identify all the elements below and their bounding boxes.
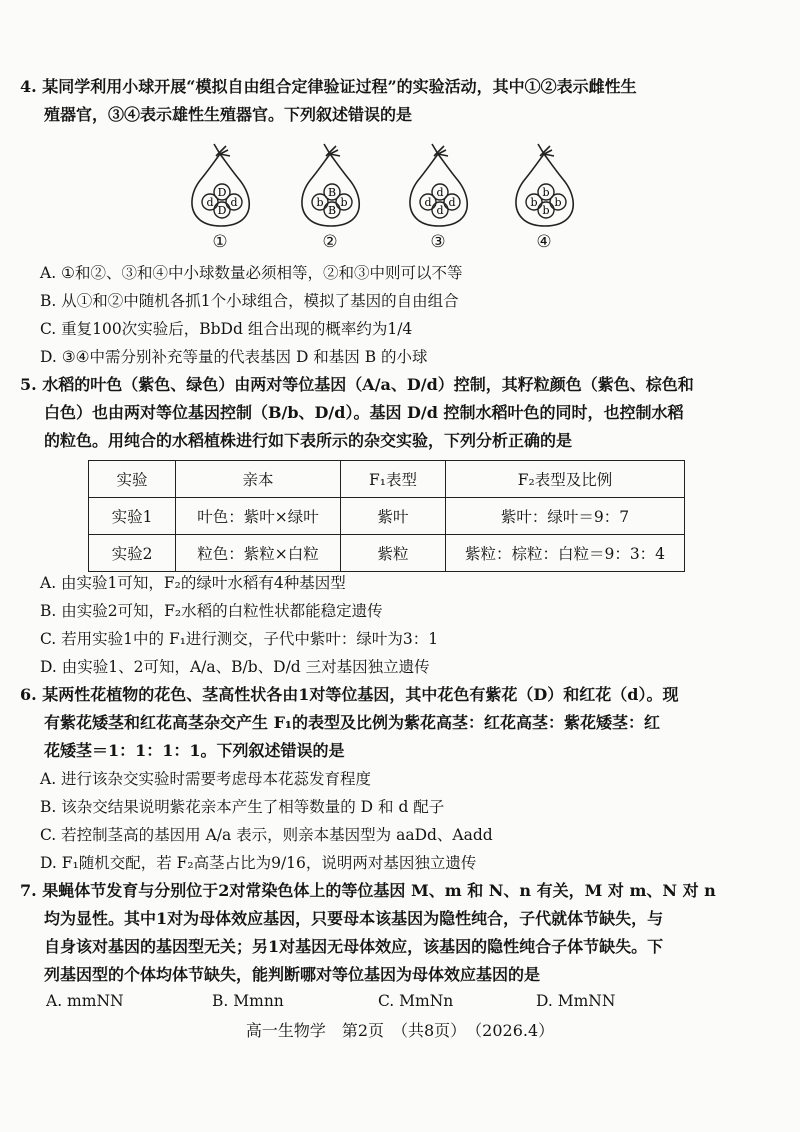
ball-label: b <box>530 196 538 209</box>
bag-number: ③ <box>430 232 446 252</box>
table-row <box>89 535 685 572</box>
table-cell: 实验2 <box>89 535 176 572</box>
q7-stem-line3: 自身该对基因的基因型无关；另1对基因无母体效应，该基因的隐性纯合子体节缺失。下 <box>44 937 664 956</box>
q5-stem-line3: 的粒色。用纯合的水稻植株进行如下表所示的杂交实验，下列分析正确的是 <box>44 431 573 450</box>
bag-icon <box>504 140 584 232</box>
table-header-cell: 亲本 <box>176 461 341 498</box>
bag-4 <box>504 140 584 255</box>
ball-label: b <box>542 186 550 199</box>
ball-label: d <box>448 196 456 209</box>
table-header-row <box>89 461 685 498</box>
bag-2 <box>290 140 370 255</box>
table-cell: 紫叶：绿叶＝9：7 <box>446 498 685 535</box>
ball-label: b <box>316 196 324 209</box>
table-row <box>89 498 685 535</box>
bag-3 <box>398 140 478 255</box>
q7-stem-line1: 7. 果蝇体节发育与分别位于2对常染色体上的等位基因 M、m 和 N、n 有关，M 对 m、N 对 n <box>20 881 716 900</box>
table-header-cell: 实验 <box>89 461 176 498</box>
page-footer: 高一生物学 第2页 （共8页） （2026.4） <box>245 1021 555 1040</box>
cross-experiment-table <box>88 460 685 572</box>
q4-option-b: B. 从①和②中随机各抓1个小球组合，模拟了基因的自由组合 <box>40 292 459 310</box>
q7-option-c: C. MmNn <box>378 992 454 1010</box>
q7-stem-line4: 列基因型的个体均体节缺失，能判断哪对等位基因为母体效应基因的是 <box>44 965 541 984</box>
ball-label: b <box>340 196 348 209</box>
q6-stem-line2: 有紫花矮茎和红花高茎杂交产生 F₁的表型及比例为紫花高茎：红花高茎：紫花矮茎：红 <box>44 713 660 732</box>
ball-label: b <box>542 204 550 217</box>
q4-option-a: A. ①和②、③和④中小球数量必须相等，②和③中则可以不等 <box>40 264 463 282</box>
q4-stem-line1: 4. 某同学利用小球开展“模拟自由组合定律验证过程”的实验活动，其中①②表示雌性生 <box>20 77 637 96</box>
q6-stem-line3: 花矮茎＝1：1：1：1。下列叙述错误的是 <box>44 741 345 760</box>
table-header-cell: F₂表型及比例 <box>446 461 685 498</box>
q6-option-a: A. 进行该杂交实验时需要考虑母本花蕊发育程度 <box>40 770 372 788</box>
bag-icon <box>398 140 478 232</box>
q5-option-a: A. 由实验1可知，F₂的绿叶水稻有4种基因型 <box>40 574 346 592</box>
q7-option-b: B. Mmnn <box>212 992 284 1010</box>
q4-option-c: C. 重复100次实验后，BbDd 组合出现的概率约为1/4 <box>40 320 413 338</box>
ball-bags-figure <box>170 140 590 255</box>
ball-label: d <box>424 196 432 209</box>
ball-label: d <box>206 196 214 209</box>
bag-number: ① <box>212 232 228 252</box>
table-cell: 紫粒 <box>341 535 446 572</box>
q6-stem-line1: 6. 某两性花植物的花色、茎高性状各由1对等位基因，其中花色有紫花（D）和红花（d）。现 <box>20 685 679 704</box>
bag-icon <box>180 140 260 232</box>
ball-label: b <box>554 196 562 209</box>
ball-label: D <box>217 186 227 199</box>
q7-option-a: A. mmNN <box>46 992 124 1010</box>
ball-label: D <box>217 204 227 217</box>
q5-stem-line1: 5. 水稻的叶色（紫色、绿色）由两对等位基因（A/a、D/d）控制，其籽粒颜色（紫色、棕色和 <box>20 375 694 394</box>
q7-option-d: D. MmNN <box>536 992 616 1010</box>
table-cell: 叶色：紫叶×绿叶 <box>176 498 341 535</box>
table-cell: 紫粒：棕粒：白粒＝9：3：4 <box>446 535 685 572</box>
bag-number: ④ <box>536 232 552 252</box>
q4-option-d: D. ③④中需分别补充等量的代表基因 D 和基因 B 的小球 <box>40 348 428 366</box>
table-cell: 紫叶 <box>341 498 446 535</box>
q6-option-b: B. 该杂交结果说明紫花亲本产生了相等数量的 D 和 d 配子 <box>40 798 445 816</box>
q5-option-b: B. 由实验2可知，F₂水稻的白粒性状都能稳定遗传 <box>40 602 383 620</box>
bag-icon <box>290 140 370 232</box>
ball-label: B <box>327 186 337 199</box>
q5-stem-line2: 白色）也由两对等位基因控制（B/b、D/d）。基因 D/d 控制水稻叶色的同时，也控制水稻 <box>44 403 684 422</box>
ball-label: d <box>436 186 444 199</box>
q5-option-c: C. 若用实验1中的 F₁进行测交，子代中紫叶：绿叶为3：1 <box>40 630 439 648</box>
bag-1 <box>180 140 260 255</box>
table-cell: 粒色：紫粒×白粒 <box>176 535 341 572</box>
q6-option-c: C. 若控制茎高的基因用 A/a 表示，则亲本基因型为 aaDd、Aadd <box>40 826 493 844</box>
q7-stem-line2: 均为显性。其中1对为母体效应基因，只要母本该基因为隐性纯合，子代就体节缺失，与 <box>44 909 664 928</box>
q4-stem-line2: 殖器官，③④表示雄性生殖器官。下列叙述错误的是 <box>44 105 413 124</box>
table-cell: 实验1 <box>89 498 176 535</box>
ball-label: B <box>327 204 337 217</box>
q5-option-d: D. 由实验1、2可知，A/a、B/b、D/d 三对基因独立遗传 <box>40 658 430 676</box>
q6-option-d: D. F₁随机交配，若 F₂高茎占比为9/16，说明两对基因独立遗传 <box>40 854 477 872</box>
ball-label: d <box>230 196 238 209</box>
bag-number: ② <box>322 232 338 252</box>
ball-label: d <box>436 204 444 217</box>
table-header-cell: F₁表型 <box>341 461 446 498</box>
